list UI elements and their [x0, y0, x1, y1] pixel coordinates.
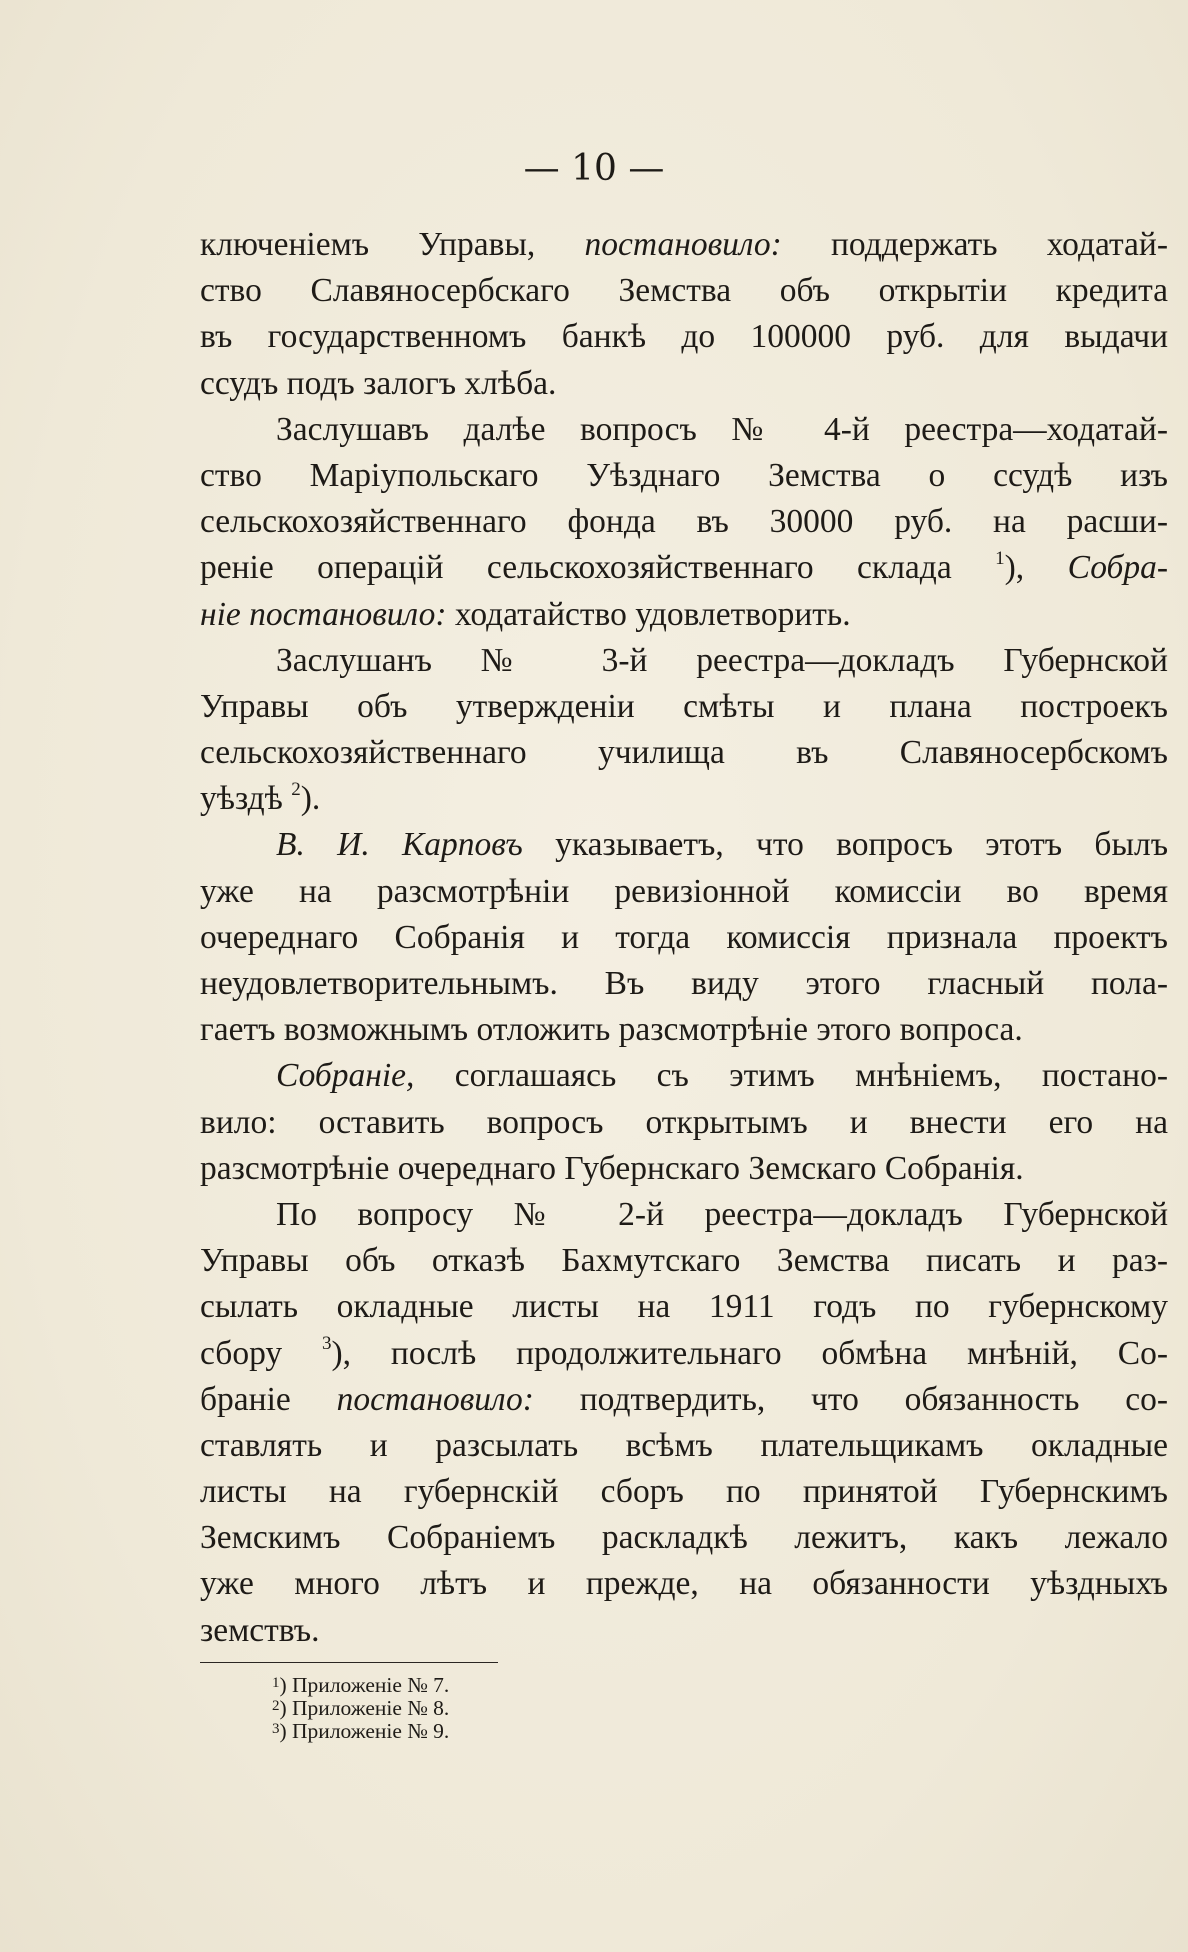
footnote-text: ) Приложеніе № 9.	[279, 1719, 450, 1743]
text-line	[200, 776, 1168, 822]
footnote-reference: 3	[322, 1333, 332, 1355]
text-segment: въ государственномъ банкѣ до 100000 руб. для выдачи	[200, 318, 1168, 356]
text-segment: Управы объ утвержденіи смѣты и плана построекъ	[200, 687, 1168, 725]
text-line	[200, 1053, 1168, 1099]
page-number: — 10 —	[523, 148, 665, 189]
text-segment: ключеніемъ Управы,	[200, 226, 585, 263]
text-line	[200, 961, 1168, 1007]
text-segment: подтвердить, что обязанность со-	[533, 1380, 1168, 1418]
text-line	[200, 1100, 1168, 1146]
text-line	[200, 1377, 1168, 1423]
body-text	[200, 222, 1168, 1654]
text-line	[200, 1561, 1168, 1607]
text-segment: ).	[300, 780, 321, 818]
text-line	[200, 1238, 1168, 1284]
text-segment: постановило:	[336, 1380, 534, 1418]
text-segment: ство Славяносербскаго Земства объ открытіи кредита	[200, 272, 1168, 310]
text-segment: уже много лѣтъ и прежде, на обязанности уѣздныхъ	[200, 1565, 1168, 1603]
text-segment: указываетъ, что вопросъ этотъ былъ	[522, 826, 1169, 864]
text-line	[200, 407, 1168, 453]
text-line	[200, 684, 1168, 730]
text-line	[200, 1423, 1168, 1469]
text-segment: сельскохозяйственнаго фонда въ 30000 руб. на расши-	[200, 503, 1168, 541]
text-segment: постановило:	[584, 226, 782, 263]
text-line	[200, 730, 1168, 776]
footnote-text: ) Приложеніе № 8.	[279, 1696, 450, 1720]
text-segment: ссудъ подъ залогъ хлѣба.	[200, 364, 557, 402]
text-line	[200, 499, 1168, 545]
text-segment: сельскохозяйственнаго училища въ Славяносербскомъ	[200, 734, 1168, 772]
text-segment: вило: оставить вопросъ открытымъ и внести его на	[200, 1103, 1168, 1141]
text-segment: неудовлетворительнымъ. Въ виду этого гласный пола-	[200, 965, 1168, 1002]
text-line	[200, 1192, 1168, 1238]
text-line	[200, 268, 1168, 314]
footnotes	[272, 1674, 449, 1743]
footnote-reference: 1	[995, 548, 1005, 570]
footnote-mark: 3	[272, 1721, 280, 1737]
footnote	[272, 1697, 449, 1720]
text-line	[200, 1007, 1168, 1053]
text-segment: соглашаясь съ этимъ мнѣніемъ, постано-	[414, 1057, 1168, 1095]
text-segment: ставлять и разсылать всѣмъ плательщикамъ окладные	[200, 1426, 1168, 1464]
text-segment: Управы объ отказѣ Бахмутскаго Земства писать и раз-	[200, 1242, 1168, 1280]
text-segment: сбору	[200, 1334, 323, 1372]
text-line	[200, 638, 1168, 684]
text-segment: браніе	[200, 1380, 337, 1418]
text-segment: Собраніе,	[276, 1057, 415, 1095]
text-segment: Заслушанъ № 3-й реестра—докладъ Губернской	[276, 641, 1168, 679]
text-segment: уѣздѣ	[200, 780, 292, 818]
text-line	[200, 1146, 1168, 1192]
text-line	[200, 1608, 1168, 1654]
text-line	[200, 592, 1168, 638]
footnote-mark: 1	[272, 1675, 280, 1691]
text-segment: ),	[1004, 549, 1068, 587]
text-segment: гаетъ возможнымъ отложить разсмотрѣніе этого вопроса.	[200, 1011, 1023, 1049]
text-segment: ходатайство удовлетворить.	[446, 595, 851, 633]
text-line	[200, 545, 1168, 591]
text-segment: Заслушавъ далѣе вопросъ № 4-й реестра—ходатай-	[276, 410, 1168, 448]
footnote-text: ) Приложеніе № 7.	[279, 1673, 450, 1697]
text-segment: По вопросу № 2-й реестра—докладъ Губернской	[276, 1195, 1168, 1233]
text-line	[200, 1284, 1168, 1330]
footnote	[272, 1674, 449, 1697]
text-line	[200, 314, 1168, 360]
text-segment: земствъ.	[200, 1611, 320, 1649]
text-line	[200, 822, 1168, 868]
text-line	[200, 222, 1168, 268]
text-segment: очереднаго Собранія и тогда комиссія признала проектъ	[200, 918, 1168, 956]
text-segment: разсмотрѣніе очереднаго Губернскаго Земскаго Собранія.	[200, 1149, 1024, 1187]
text-segment: сылать окладные листы на 1911 годъ по губернскому	[200, 1288, 1168, 1326]
footnote-reference: 2	[291, 779, 301, 801]
text-line	[200, 1331, 1168, 1377]
text-segment: уже на разсмотрѣніи ревизіонной комиссіи во время	[200, 872, 1168, 910]
text-segment: Земскимъ Собраніемъ раскладкѣ лежитъ, какъ лежало	[200, 1519, 1168, 1557]
text-line	[200, 361, 1168, 407]
text-line	[200, 1469, 1168, 1515]
text-segment: В. И. Карповъ	[276, 826, 523, 864]
text-segment: листы на губернскій сборъ по принятой Губернскимъ	[200, 1473, 1168, 1511]
text-segment: реніе операцій сельскохозяйственнаго склада	[200, 549, 996, 587]
text-segment: Собра-	[1067, 549, 1169, 587]
text-segment: поддержать ходатай-	[781, 226, 1168, 263]
text-segment: ), послѣ продолжительнаго обмѣна мнѣній, Со-	[331, 1334, 1169, 1372]
text-segment: ніе постановило:	[200, 595, 447, 633]
text-line	[200, 869, 1168, 915]
footnote-mark: 2	[272, 1698, 280, 1714]
footnote-separator	[200, 1662, 498, 1663]
footnote	[272, 1720, 449, 1743]
text-line	[200, 453, 1168, 499]
text-line	[200, 915, 1168, 961]
text-segment: ство Маріупольскаго Уѣзднаго Земства о ссудѣ изъ	[200, 456, 1168, 494]
text-line	[200, 1515, 1168, 1561]
